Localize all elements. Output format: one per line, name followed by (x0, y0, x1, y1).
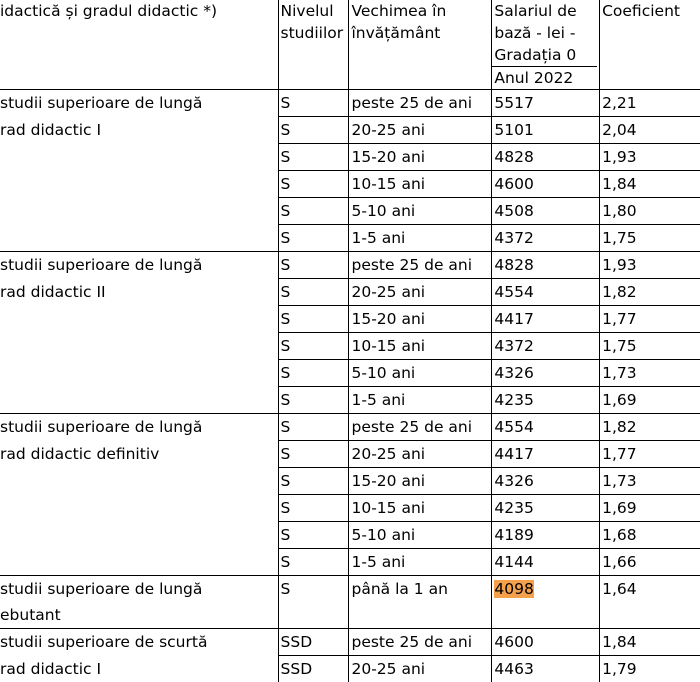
table-row-continuation (0, 602, 700, 629)
level-cell: S (278, 468, 349, 495)
coefficient-cell: 1,69 (600, 387, 700, 414)
salary-cell: 4235 (492, 387, 600, 414)
empty-cell (600, 602, 700, 629)
salary-cell: 4326 (492, 468, 600, 495)
coefficient-cell: 1,84 (600, 629, 700, 656)
level-cell: S (278, 414, 349, 441)
table-row (0, 252, 700, 279)
table-row (0, 656, 700, 682)
category-cell (0, 90, 278, 117)
table-row (0, 629, 700, 656)
category-line-1: studii superioare de lungă (0, 256, 202, 274)
seniority-cell: 20-25 ani (349, 117, 492, 144)
coefficient-cell: 1,68 (600, 522, 700, 549)
category-line-1: studii superioare de lungă (0, 94, 202, 112)
seniority-cell: peste 25 de ani (349, 252, 492, 279)
category-cell (0, 171, 278, 198)
seniority-cell: până la 1 an (349, 576, 492, 603)
salary-cell: 4326 (492, 360, 600, 387)
category-cell (0, 387, 278, 414)
header-salary: Salariul de bază - lei - Gradația 0 Anul 2022 (492, 0, 600, 90)
seniority-cell: 15-20 ani (349, 144, 492, 171)
seniority-cell: 15-20 ani (349, 306, 492, 333)
salary-cell: 5101 (492, 117, 600, 144)
seniority-cell: peste 25 de ani (349, 414, 492, 441)
salary-cell: 4600 (492, 629, 600, 656)
category-line-1: studii superioare de lungă (0, 418, 202, 436)
category-cell (0, 468, 278, 495)
level-cell: SSD (278, 656, 349, 682)
salary-cell: 4828 (492, 144, 600, 171)
table-row (0, 495, 700, 522)
empty-cell (492, 602, 600, 629)
category-cell (0, 117, 278, 144)
header-level: Nivelul studiilor (278, 0, 349, 90)
seniority-cell: 15-20 ani (349, 468, 492, 495)
level-cell: S (278, 279, 349, 306)
seniority-cell: 20-25 ani (349, 656, 492, 682)
category-cell (0, 144, 278, 171)
coefficient-cell: 1,69 (600, 495, 700, 522)
empty-cell (349, 602, 492, 629)
coefficient-cell: 1,93 (600, 144, 700, 171)
salary-cell: 4554 (492, 279, 600, 306)
level-cell: SSD (278, 629, 349, 656)
table-row (0, 414, 700, 441)
table-row (0, 198, 700, 225)
coefficient-cell: 1,73 (600, 360, 700, 387)
category-cell (0, 306, 278, 333)
coefficient-cell: 1,75 (600, 225, 700, 252)
coefficient-cell: 1,84 (600, 171, 700, 198)
seniority-cell: 5-10 ani (349, 360, 492, 387)
level-cell: S (278, 225, 349, 252)
level-cell: S (278, 495, 349, 522)
coefficient-cell: 1,77 (600, 441, 700, 468)
coefficient-cell: 1,82 (600, 279, 700, 306)
category-line-2: rad didactic I (0, 121, 101, 139)
category-line-1: studii superioare de scurtă (0, 633, 207, 651)
category-line-2: rad didactic definitiv (0, 445, 159, 463)
category-line-1: studii superioare de lungă (0, 580, 202, 598)
seniority-cell: 1-5 ani (349, 225, 492, 252)
level-cell: S (278, 576, 349, 603)
coefficient-cell: 2,04 (600, 117, 700, 144)
salary-cell: 4600 (492, 171, 600, 198)
level-cell: S (278, 90, 349, 117)
level-cell: S (278, 333, 349, 360)
header-year: Anul 2022 (492, 66, 597, 89)
seniority-cell: 5-10 ani (349, 198, 492, 225)
category-cell (0, 360, 278, 387)
empty-cell (278, 602, 349, 629)
salary-cell: 4235 (492, 495, 600, 522)
category-line-2: ebutant (0, 606, 61, 624)
table-row (0, 333, 700, 360)
table-row (0, 117, 700, 144)
salary-cell: 4508 (492, 198, 600, 225)
table-row (0, 576, 700, 603)
coefficient-cell: 1,82 (600, 414, 700, 441)
coefficient-cell: 1,93 (600, 252, 700, 279)
table-row (0, 144, 700, 171)
seniority-cell: peste 25 de ani (349, 629, 492, 656)
level-cell: S (278, 306, 349, 333)
salary-cell: 4463 (492, 656, 600, 682)
level-cell: S (278, 144, 349, 171)
category-cell (0, 549, 278, 576)
level-cell: S (278, 117, 349, 144)
header-coefficient: Coeficient (600, 0, 700, 90)
salary-cell: 4417 (492, 441, 600, 468)
category-line-2: rad didactic II (0, 283, 106, 301)
header-category: idactică și gradul didactic *) (0, 0, 278, 90)
table-row (0, 90, 700, 117)
salary-cell: 4144 (492, 549, 600, 576)
level-cell: S (278, 360, 349, 387)
table-row (0, 468, 700, 495)
level-cell: S (278, 252, 349, 279)
category-cell (0, 441, 278, 468)
category-line-2: rad didactic I (0, 660, 101, 678)
category-cell (0, 414, 278, 441)
table-row (0, 522, 700, 549)
table-row (0, 441, 700, 468)
category-cell (0, 333, 278, 360)
salary-cell: 4098 (492, 576, 600, 603)
seniority-cell: 1-5 ani (349, 387, 492, 414)
level-cell: S (278, 522, 349, 549)
table-row (0, 387, 700, 414)
category-cell (0, 629, 278, 656)
salary-cell: 4189 (492, 522, 600, 549)
coefficient-cell: 1,77 (600, 306, 700, 333)
category-cell (0, 252, 278, 279)
seniority-cell: 10-15 ani (349, 333, 492, 360)
coefficient-cell: 1,64 (600, 576, 700, 603)
seniority-cell: 20-25 ani (349, 279, 492, 306)
seniority-cell: 1-5 ani (349, 549, 492, 576)
level-cell: S (278, 387, 349, 414)
level-cell: S (278, 198, 349, 225)
category-cell (0, 576, 278, 603)
salary-cell: 4828 (492, 252, 600, 279)
table-row (0, 360, 700, 387)
coefficient-cell: 1,66 (600, 549, 700, 576)
coefficient-cell: 1,75 (600, 333, 700, 360)
seniority-cell: 10-15 ani (349, 171, 492, 198)
salary-cell: 4372 (492, 333, 600, 360)
table-row (0, 306, 700, 333)
category-cell (0, 198, 278, 225)
category-cell (0, 225, 278, 252)
salary-cell: 4417 (492, 306, 600, 333)
coefficient-cell: 1,80 (600, 198, 700, 225)
table-row (0, 279, 700, 306)
category-cell (0, 656, 278, 682)
level-cell: S (278, 171, 349, 198)
coefficient-cell: 1,73 (600, 468, 700, 495)
category-cell (0, 522, 278, 549)
table-header-row (0, 0, 700, 90)
table-row (0, 225, 700, 252)
seniority-cell: 20-25 ani (349, 441, 492, 468)
salary-cell: 4554 (492, 414, 600, 441)
table-row (0, 549, 700, 576)
table-row (0, 171, 700, 198)
seniority-cell: 10-15 ani (349, 495, 492, 522)
salary-cell: 5517 (492, 90, 600, 117)
seniority-cell: 5-10 ani (349, 522, 492, 549)
category-cell (0, 495, 278, 522)
header-seniority: Vechimea în învățământ (349, 0, 492, 90)
category-cell (0, 602, 278, 629)
salary-cell: 4372 (492, 225, 600, 252)
category-cell (0, 279, 278, 306)
level-cell: S (278, 441, 349, 468)
coefficient-cell: 1,79 (600, 656, 700, 682)
level-cell: S (278, 549, 349, 576)
seniority-cell: peste 25 de ani (349, 90, 492, 117)
coefficient-cell: 2,21 (600, 90, 700, 117)
